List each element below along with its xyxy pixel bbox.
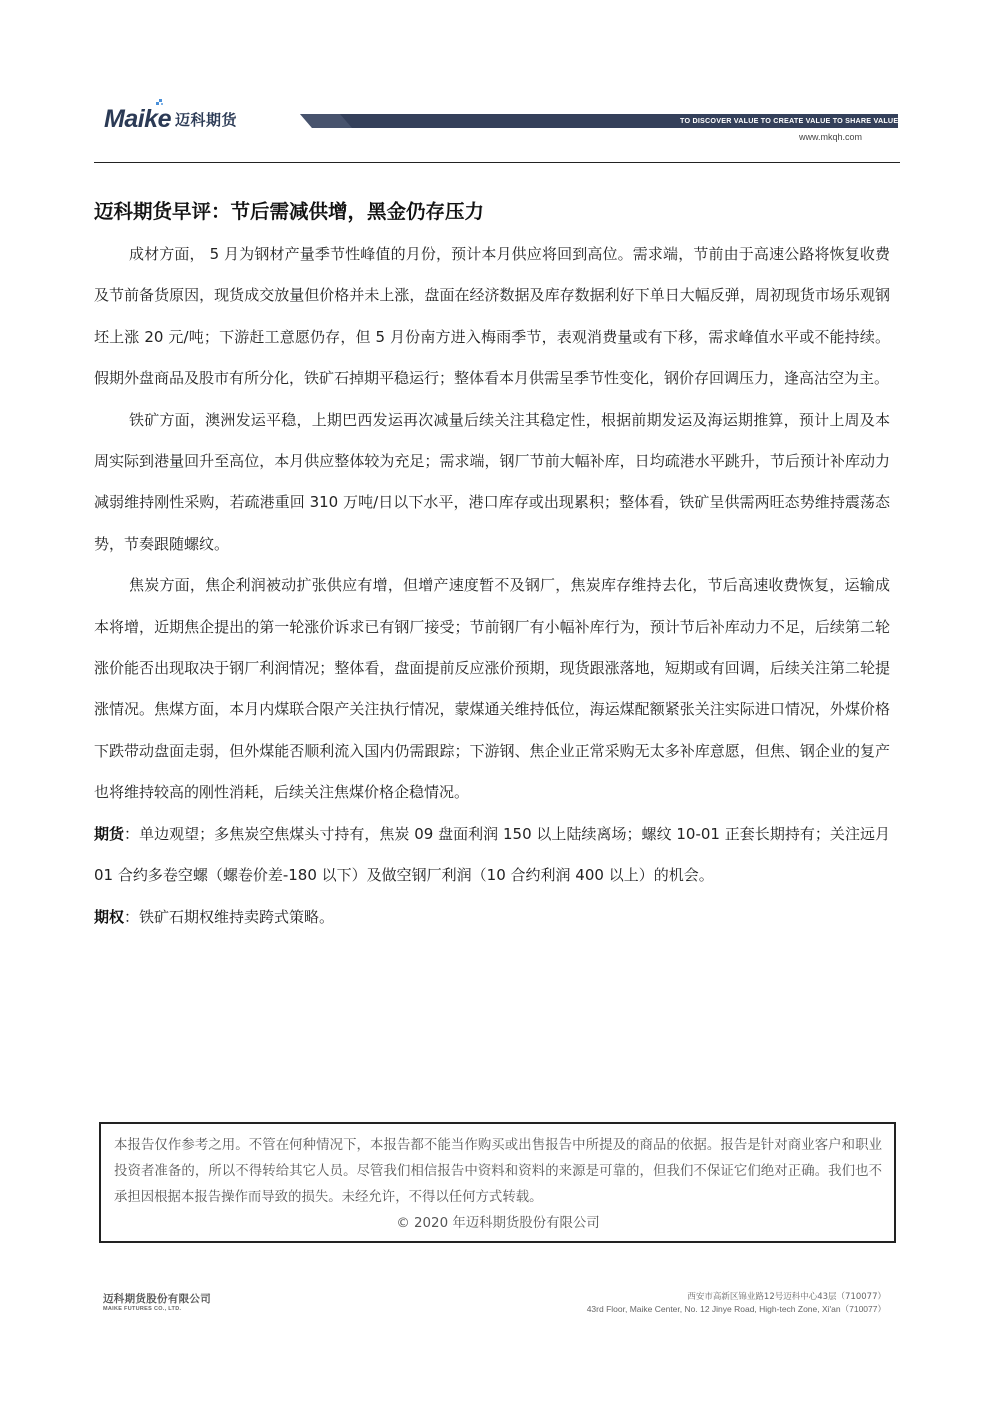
website-url: www.mkqh.com xyxy=(798,132,862,142)
footer-company-cn: 迈科期货股份有限公司 xyxy=(103,1293,211,1305)
paragraph-coke-coal: 焦炭方面，焦企利润被动扩张供应有增，但增产速度暂不及钢厂，焦炭库存维持去化，节后高速收费恢复，运输成本将增，近期焦企提出的第一轮涨价诉求已有钢厂接受；节前钢厂有小幅补库行为，预计节后补库动力不足，后续第二轮涨价能否出现取决于钢厂利润情况；整体看，盘面提前反应涨价预期，现货跟涨落地，短期或有回调，后续关注第二轮提涨情况。焦煤方面，本月内煤联合限产关注执行情况，蒙煤通关维持低位，海运煤配额紧张关注实际进口情况，外煤价格下跌带动盘面走弱，但外煤能否顺利流入国内仍需跟踪；下游钢、焦企业正常采购无太多补库意愿，但焦、钢企业的复产也将维持较高的刚性消耗，后续关注焦煤价格企稳情况。 xyxy=(94,576,890,802)
futures-label: 期货 xyxy=(94,824,125,843)
options-label: 期权 xyxy=(94,907,125,926)
disclaimer-text: 本报告仅作参考之用。不管在何种情况下，本报告都不能当作购买或出售报告中所提及的商品的依据。报告是针对商业客户和职业投资者准备的，所以不得转给其它人员。尽管我们相信报告中资料和资料的来源是可靠的，但我们不保证它们绝对正确。我们也不承担因根据本报告操作而导致的损失。未经允许，不得以任何方式转载。 xyxy=(114,1138,882,1205)
paragraph-steel: 成材方面， 5 月为钢材产量季节性峰值的月份，预计本月供应将回到高位。需求端，节前由于高速公路将恢复收费及节前备货原因，现货成交放量但价格并未上涨，盘面在经济数据及库存数据利好下单日大幅反弹，周初现货市场乐观钢坯上涨 20 元/吨；下游赶工意愿仍存，但 5 月份南方进入梅雨季节，表观消费量或有下移，需求峰值水平或不能持续。假期外盘商品及股市有所分化，铁矿石掉期平稳运行；整体看本月供需呈季节性变化，钢价存回调压力，逢高沽空为主。 xyxy=(94,245,890,388)
logo-chinese-name: 迈科期货 xyxy=(174,110,237,129)
footer-company xyxy=(103,1293,211,1313)
footer-company-en: MAIKE FUTURES CO., LTD. xyxy=(103,1306,182,1312)
footer-address-cn: 西安市高新区锦业路12号迈科中心43层（710077） xyxy=(687,1292,886,1302)
paragraph-options xyxy=(94,897,890,938)
disclaimer-box xyxy=(99,1122,896,1243)
copyright-text: © 2020 年迈科期货股份有限公司 xyxy=(396,1216,600,1231)
company-logo xyxy=(104,104,237,134)
paragraph-futures xyxy=(94,814,890,897)
report-body xyxy=(94,234,890,938)
futures-text: ：单边观望；多焦炭空焦煤头寸持有，焦炭 09 盘面利润 150 以上陆续离场；螺纹 10-01 正套长期持有；关注远月 01 合约多卷空螺（螺卷价差-180 以下）及做空钢厂利润（10 合约利润 400 以上）的机会。 xyxy=(94,824,890,885)
logo-dot-icon xyxy=(156,99,164,107)
logo-wordmark: Maike xyxy=(104,105,171,134)
page-title: 迈科期货早评：节后需减供增，黑金仍存压力 xyxy=(94,200,485,223)
paragraph-iron-ore: 铁矿方面，澳洲发运平稳，上期巴西发运再次减量后续关注其稳定性，根据前期发运及海运期推算，预计上周及本周实际到港量回升至高位，本月供应整体较为充足；需求端，钢厂节前大幅补库，日均疏港水平跳升，节后预计补库动力减弱维持刚性采购，若疏港重回 310 万吨/日以下水平，港口库存或出现累积；整体看，铁矿呈供需两旺态势维持震荡态势，节奏跟随螺纹。 xyxy=(94,410,890,553)
footer-address-en: 43rd Floor, Maike Center, No. 12 Jinye Road, High-tech Zone, Xi'an（710077） xyxy=(586,1304,886,1314)
options-text: ：铁矿石期权维持卖跨式策略。 xyxy=(124,907,335,926)
header-divider xyxy=(94,162,900,163)
footer-address xyxy=(520,1291,886,1315)
slogan-text: TO DISCOVER VALUE TO CREATE VALUE TO SHARE VALUE xyxy=(680,116,899,125)
